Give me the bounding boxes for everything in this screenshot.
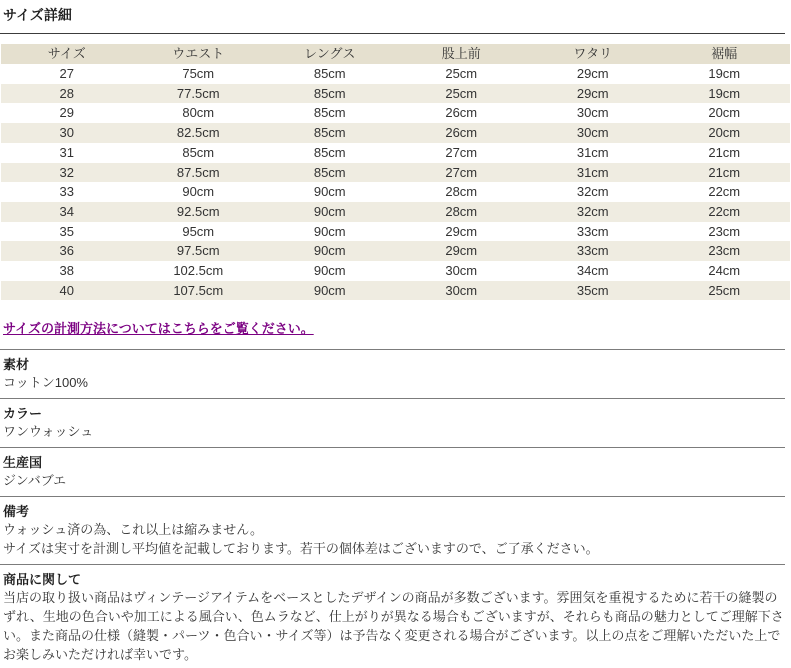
table-row	[1, 84, 790, 104]
measurement-cell: 25cm	[396, 84, 528, 104]
size-cell: 33	[59, 184, 74, 200]
section-heading: 生産国	[3, 455, 43, 471]
measurement-cell: 21cm	[659, 163, 791, 183]
measurement-cell: 77.5cm	[133, 84, 265, 104]
measurement-cell: 23cm	[708, 223, 741, 239]
measurement-cell: 85cm	[264, 163, 396, 183]
measurement-cell: 85cm	[264, 123, 396, 143]
section-heading: カラー	[3, 406, 43, 422]
measurement-cell: 32cm	[576, 184, 609, 200]
section-text: 当店の取り扱い商品はヴィンテージアイテムをベースとしたデザインの商品が多数ございます。雰囲気を重視するために若干の縫製のずれ、生地の色合いや加工による風合い、色ムラなど、仕上がりが異なる場合もございますが、それらも商品の魅力としてご理解下さい。また商品の仕様（縫製・パーツ・色合い・サイズ等）は予告なく変更される場合がございます。以上の点をご理解いただいた上でお楽しみいただければ幸いです。	[3, 590, 784, 663]
table-row	[1, 143, 790, 163]
table-row	[1, 182, 790, 202]
measurement-cell: 19cm	[708, 66, 741, 81]
page-title: サイズ詳細	[3, 7, 72, 23]
measurement-cell: 28cm	[445, 184, 478, 200]
measurement-cell: 27cm	[445, 144, 478, 160]
measurement-cell: 29cm	[445, 223, 478, 239]
measurement-cell: 85cm	[264, 84, 396, 104]
measurement-cell: 31cm	[527, 163, 659, 183]
table-row	[1, 163, 790, 183]
size-cell: 28	[1, 84, 133, 104]
measurement-cell: 20cm	[659, 123, 791, 143]
measurement-cell: 30cm	[445, 263, 478, 279]
size-measurement-link[interactable]: サイズの計測方法についてはこちらをご覧ください。	[3, 321, 314, 337]
column-header: レングス	[264, 44, 396, 64]
measurement-cell: 97.5cm	[133, 241, 265, 261]
measurement-cell: 90cm	[313, 223, 346, 239]
measurement-cell: 87.5cm	[133, 163, 265, 183]
measurement-cell: 29cm	[576, 66, 609, 81]
measurement-cell: 21cm	[708, 144, 741, 160]
measurement-cell: 85cm	[182, 144, 215, 160]
measurement-cell: 90cm	[264, 202, 396, 222]
measurement-cell: 30cm	[527, 123, 659, 143]
measurement-cell: 85cm	[313, 144, 346, 160]
measurement-cell: 90cm	[182, 184, 215, 200]
section-color	[0, 399, 791, 447]
size-table	[1, 44, 790, 300]
size-cell: 31	[59, 144, 74, 160]
section-text: ウォッシュ済の為、これ以上は縮みません。	[3, 522, 264, 538]
measurement-cell: 23cm	[659, 241, 791, 261]
section-text: コットン100%	[3, 375, 88, 391]
measurement-cell: 25cm	[659, 281, 791, 301]
section-notes	[0, 497, 791, 564]
measurement-cell: 24cm	[708, 263, 741, 279]
measurement-cell: 25cm	[445, 66, 478, 81]
measurement-cell: 90cm	[264, 281, 396, 301]
table-row	[1, 103, 790, 123]
section-text: ワンウォッシュ	[3, 424, 94, 440]
section-text: ジンバブエ	[3, 473, 67, 489]
header-row	[1, 44, 790, 64]
measurement-cell: 35cm	[527, 281, 659, 301]
measurement-cell: 34cm	[576, 263, 609, 279]
measurement-cell: 26cm	[396, 123, 528, 143]
measurement-cell: 85cm	[313, 66, 346, 81]
measurement-cell: 107.5cm	[133, 281, 265, 301]
measurement-cell: 80cm	[182, 105, 215, 121]
measurement-cell: 82.5cm	[133, 123, 265, 143]
column-header: サイズ	[1, 44, 133, 64]
table-row	[1, 123, 790, 143]
size-cell: 29	[59, 105, 74, 121]
size-cell: 35	[59, 223, 74, 239]
measurement-cell: 28cm	[396, 202, 528, 222]
measurement-cell: 92.5cm	[133, 202, 265, 222]
measurement-cell: 75cm	[182, 66, 215, 81]
column-header: ウエスト	[133, 44, 265, 64]
measurement-cell: 90cm	[264, 241, 396, 261]
column-header: ワタリ	[527, 44, 659, 64]
column-header: 股上前	[396, 44, 528, 64]
size-cell: 32	[1, 163, 133, 183]
measurement-cell: 29cm	[396, 241, 528, 261]
measurement-cell: 22cm	[659, 202, 791, 222]
measurement-link-row	[3, 318, 791, 338]
title-divider	[0, 33, 785, 34]
measurement-cell: 31cm	[576, 144, 609, 160]
size-cell: 34	[1, 202, 133, 222]
table-row	[1, 241, 790, 261]
section-heading: 商品に関して	[3, 572, 82, 588]
measurement-cell: 30cm	[576, 105, 609, 121]
measurement-cell: 19cm	[659, 84, 791, 104]
table-row	[1, 261, 790, 281]
size-cell: 40	[1, 281, 133, 301]
measurement-cell: 22cm	[708, 184, 741, 200]
measurement-cell: 33cm	[576, 223, 609, 239]
size-cell: 27	[59, 66, 74, 81]
section-heading: 素材	[3, 357, 30, 373]
table-row	[1, 202, 790, 222]
measurement-cell: 95cm	[182, 223, 215, 239]
measurement-cell: 90cm	[313, 184, 346, 200]
measurement-cell: 27cm	[396, 163, 528, 183]
column-header: 裾幅	[659, 44, 791, 64]
measurement-cell: 32cm	[527, 202, 659, 222]
size-cell: 36	[1, 241, 133, 261]
measurement-cell: 33cm	[527, 241, 659, 261]
section-country	[0, 448, 791, 496]
table-row	[1, 64, 790, 84]
size-table-header	[1, 44, 790, 64]
table-row	[1, 281, 790, 301]
table-row	[1, 222, 790, 242]
measurement-cell: 85cm	[313, 105, 346, 121]
measurement-cell: 26cm	[445, 105, 478, 121]
size-cell: 38	[59, 263, 74, 279]
size-table-body	[1, 64, 790, 300]
measurement-cell: 29cm	[527, 84, 659, 104]
section-text: サイズは実寸を計測し平均値を記載しております。若干の個体差はございますので、ご了承ください。	[3, 541, 599, 557]
measurement-cell: 90cm	[313, 263, 346, 279]
size-cell: 30	[1, 123, 133, 143]
section-material	[0, 350, 791, 398]
measurement-cell: 30cm	[396, 281, 528, 301]
section-about-product	[0, 565, 791, 668]
measurement-cell: 102.5cm	[173, 263, 224, 279]
measurement-cell: 20cm	[708, 105, 741, 121]
section-heading: 備考	[3, 504, 30, 520]
